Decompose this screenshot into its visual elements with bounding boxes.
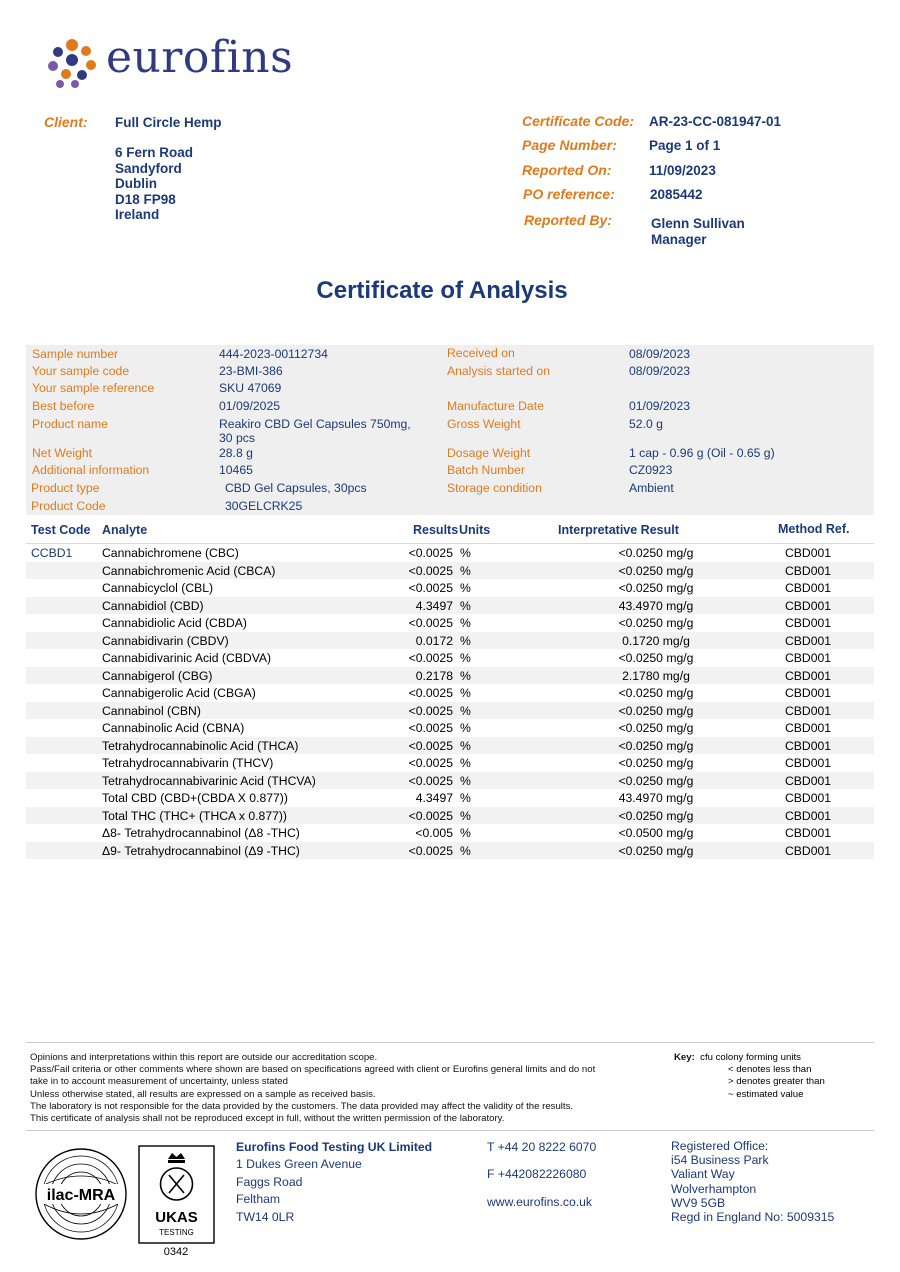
table-row: Cannabidivarin (CBDV) 0.0172 % 0.1720 mg/g CBD001 xyxy=(26,632,874,650)
info-received-on: Received on 08/09/2023 xyxy=(447,346,690,361)
table-row: Tetrahydrocannabinolic Acid (THCA) <0.0025 % <0.0250 mg/g CBD001 xyxy=(26,737,874,755)
col-results: Results xyxy=(413,523,459,537)
col-method: Method Ref. xyxy=(778,522,850,536)
col-interpretative: Interpretative Result xyxy=(558,523,679,537)
ukas-sub-text: TESTING xyxy=(159,1228,194,1237)
table-row: Cannabicyclol (CBL) <0.0025 % <0.0250 mg/g CBD001 xyxy=(102,581,832,595)
ilac-mra-seal xyxy=(34,1146,128,1242)
table-row: Cannabidiolic Acid (CBDA) <0.0025 % <0.0250 mg/g CBD001 xyxy=(102,616,832,630)
contact-website[interactable]: www.eurofins.co.uk xyxy=(487,1195,592,1209)
po-reference-label: PO reference: xyxy=(523,186,615,202)
test-code: CCBD1 xyxy=(31,546,73,560)
info-sample-reference: Your sample reference SKU 47069 xyxy=(32,381,282,395)
reported-on-label: Reported On: xyxy=(522,162,612,178)
disclaimer-notes: Opinions and interpretations within this report are outside our accreditation scope. Pass/Fail criteria or other comments where shown are based on specifications agreed with client or Eurofins general limits and do not take in to account measurement of uncertainty, unless stated Unless otherwise stated, all results are expressed on a sample as received basis. The laboratory is not responsible for the data provided by the customers. The data provided may affect the validity of the results. This certificate of analysis shall not be reproduced except in full, without the written permission of the laboratory. xyxy=(30,1052,596,1125)
info-product-name: Product name Reakiro CBD Gel Capsules 750mg, 30 pcs xyxy=(32,417,411,445)
results-table xyxy=(26,544,874,859)
client-label: Client: xyxy=(44,114,88,130)
table-row: Cannabigerolic Acid (CBGA) <0.0025 % <0.0250 mg/g CBD001 xyxy=(102,686,832,700)
info-storage-condition: Storage condition Ambient xyxy=(447,481,674,495)
col-analyte: Analyte xyxy=(102,523,148,537)
reported-by-label: Reported By: xyxy=(524,212,612,228)
ukas-mark xyxy=(138,1145,215,1244)
footer-divider-top xyxy=(26,1042,874,1043)
registered-office: Registered Office: i54 Business Park Valiant Way Wolverhampton WV9 5GB Regd in England No: 5009315 xyxy=(671,1139,835,1225)
client-address: 6 Fern Road Sandyford Dublin D18 FP98 Ireland xyxy=(115,145,194,222)
certificate-code-label: Certificate Code: xyxy=(522,113,635,129)
page-title: Certificate of Analysis xyxy=(316,277,568,304)
col-units: Units xyxy=(459,523,491,537)
table-row: Cannabichromenic Acid (CBCA) <0.0025 % <0.0250 mg/g CBD001 xyxy=(26,562,874,580)
reported-on-value: 11/09/2023 xyxy=(649,163,716,178)
info-product-code: Product Code 30GELCRK25 xyxy=(31,499,303,513)
key-label: Key: xyxy=(674,1052,695,1063)
info-additional: Additional information 10465 xyxy=(32,463,253,477)
footer-divider-bottom xyxy=(26,1130,874,1131)
info-net-weight: Net Weight 28.8 g xyxy=(32,446,253,460)
table-row: Cannabinolic Acid (CBNA) <0.0025 % <0.0250 mg/g CBD001 xyxy=(102,721,832,735)
certificate-code-value: AR-23-CC-081947-01 xyxy=(649,114,782,129)
po-reference-value: 2085442 xyxy=(650,187,703,202)
ukas-number: 0342 xyxy=(163,1246,189,1258)
reported-by-name: Glenn Sullivan xyxy=(651,216,745,231)
table-row: Tetrahydrocannabivarinic Acid (THCVA) <0.0025 % <0.0250 mg/g CBD001 xyxy=(26,772,874,790)
table-row: CCBD1 Cannabichromene (CBC) <0.0025 % <0.0250 mg/g CBD001 xyxy=(31,546,832,560)
info-gross-weight: Gross Weight 52.0 g xyxy=(447,417,663,431)
info-manufacture-date: Manufacture Date 01/09/2023 xyxy=(447,399,690,413)
col-test-code: Test Code xyxy=(31,523,91,537)
lab-name: Eurofins Food Testing UK Limited xyxy=(236,1140,433,1154)
client-name: Full Circle Hemp xyxy=(115,115,222,130)
eurofins-dots-icon xyxy=(46,38,98,88)
page-number-label: Page Number: xyxy=(522,137,617,153)
info-product-type: Product type CBD Gel Capsules, 30pcs xyxy=(31,481,367,495)
table-row: Δ9- Tetrahydrocannabinol (Δ9 -THC) <0.0025 % <0.0250 mg/g CBD001 xyxy=(26,842,874,860)
ukas-text: UKAS xyxy=(155,1209,198,1226)
table-row: Total CBD (CBD+(CBDA X 0.877)) 4.3497 % 43.4970 mg/g CBD001 xyxy=(102,791,832,805)
table-row: Cannabidivarinic Acid (CBDVA) <0.0025 % <0.0250 mg/g CBD001 xyxy=(102,651,832,665)
table-row: Tetrahydrocannabivarin (THCV) <0.0025 % <0.0250 mg/g CBD001 xyxy=(102,756,832,770)
key-legend: Key: cfu colony forming units < denotes less than > denotes greater than ~ estimated value xyxy=(674,1052,825,1100)
info-sample-code: Your sample code 23-BMI-386 xyxy=(32,364,283,378)
info-batch-number: Batch Number CZ0923 xyxy=(447,463,673,477)
reported-by-title: Manager xyxy=(651,231,707,247)
page-number-value: Page 1 of 1 xyxy=(649,138,721,153)
lab-address: Eurofins Food Testing UK Limited 1 Dukes Green Avenue Faggs Road Feltham TW14 0LR xyxy=(236,1140,433,1224)
info-sample-number: Sample number 444-2023-00112734 xyxy=(32,347,328,361)
table-row: Δ8- Tetrahydrocannabinol (Δ8 -THC) <0.005 % <0.0500 mg/g CBD001 xyxy=(102,826,832,840)
contact-phone: T +44 20 8222 6070 xyxy=(487,1140,597,1154)
table-row: Cannabigerol (CBG) 0.2178 % 2.1780 mg/g CBD001 xyxy=(26,667,874,685)
info-analysis-started: Analysis started on 08/09/2023 xyxy=(447,364,690,378)
info-best-before: Best before 01/09/2025 xyxy=(32,399,280,413)
table-row: Cannabinol (CBN) <0.0025 % <0.0250 mg/g CBD001 xyxy=(26,702,874,720)
info-dosage-weight: Dosage Weight 1 cap - 0.96 g (Oil - 0.65 g) xyxy=(447,446,775,460)
reported-by xyxy=(651,216,745,247)
sample-info-panel xyxy=(26,345,874,515)
contact-fax: F +442082226080 xyxy=(487,1167,587,1181)
brand-name: eurofins xyxy=(106,32,294,83)
table-row: Total THC (THC+ (THCA x 0.877)) <0.0025 % <0.0250 mg/g CBD001 xyxy=(26,807,874,825)
ilac-mra-text: ilac-MRA xyxy=(46,1187,116,1204)
table-row: Cannabidiol (CBD) 4.3497 % 43.4970 mg/g CBD001 xyxy=(26,597,874,615)
